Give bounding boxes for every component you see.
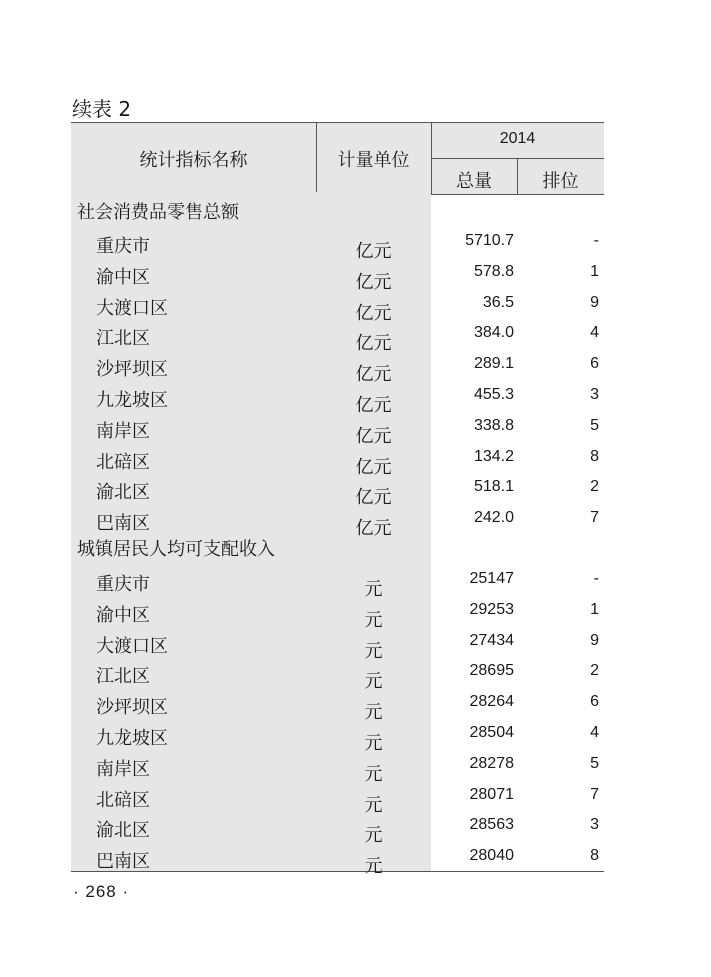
row-rank: -	[593, 570, 599, 587]
row-rank: 5	[590, 416, 599, 434]
row-unit: 亿元	[355, 364, 392, 386]
row-unit: 元	[364, 825, 383, 847]
row-name: 大渡口区	[96, 635, 168, 657]
row-name: 沙坪坝区	[96, 359, 168, 381]
row-rank: 9	[590, 631, 599, 649]
row-unit: 元	[364, 733, 383, 754]
row-rank: 2	[590, 478, 599, 496]
row-name: 渝中区	[96, 604, 150, 626]
row-name: 重庆市	[96, 236, 150, 257]
row-unit: 亿元	[355, 425, 392, 447]
row-unit: 亿元	[355, 487, 392, 509]
row-total: 578.8	[473, 262, 514, 280]
row-rank: 3	[590, 386, 599, 403]
row-name: 巴南区	[96, 513, 150, 535]
row-total: 5710.7	[465, 232, 514, 249]
header-indicator-name: 统计指标名称	[139, 150, 248, 171]
page-number: · 268 ·	[73, 882, 130, 901]
row-rank: 8	[590, 447, 599, 465]
row-unit: 元	[364, 609, 383, 631]
row-name: 九龙坡区	[96, 390, 168, 411]
row-unit: 亿元	[355, 241, 392, 262]
row-rank: -	[593, 232, 599, 249]
row-unit: 亿元	[355, 518, 392, 540]
row-total: 28563	[469, 816, 514, 834]
row-unit: 亿元	[355, 456, 392, 478]
row-rank: 7	[590, 509, 599, 527]
row-name: 巴南区	[96, 851, 150, 873]
row-name: 沙坪坝区	[96, 697, 168, 719]
row-name: 南岸区	[96, 420, 150, 442]
row-rank: 6	[590, 693, 599, 711]
row-rank: 2	[590, 662, 599, 680]
page-title: 续表 2	[72, 97, 132, 121]
row-total: 27434	[469, 631, 514, 649]
header-total: 总量	[456, 171, 492, 192]
row-total: 242.0	[473, 509, 514, 527]
row-total: 28040	[469, 847, 514, 865]
row-total: 29253	[469, 600, 514, 618]
row-unit: 元	[364, 763, 383, 785]
row-name: 江北区	[96, 666, 150, 688]
row-total: 455.3	[473, 386, 514, 403]
row-rank: 4	[590, 324, 599, 342]
row-unit: 元	[364, 794, 383, 816]
row-total: 25147	[469, 570, 514, 587]
row-rank: 6	[590, 355, 599, 373]
row-rank: 4	[590, 724, 599, 741]
row-name: 重庆市	[96, 574, 150, 595]
row-name: 九龙坡区	[96, 728, 168, 749]
row-name: 大渡口区	[96, 297, 168, 319]
header-year: 2014	[499, 130, 536, 147]
row-total: 28264	[469, 693, 514, 711]
row-name: 江北区	[96, 328, 150, 350]
row-total: 28504	[469, 724, 514, 741]
row-name: 渝北区	[96, 820, 150, 842]
row-total: 134.2	[473, 447, 514, 465]
row-name: 渝中区	[96, 266, 150, 288]
row-unit: 亿元	[355, 302, 392, 324]
row-unit: 元	[364, 702, 383, 724]
row-total: 338.8	[473, 416, 514, 434]
section-title: 社会消费品零售总额	[77, 202, 239, 223]
row-unit: 元	[364, 640, 383, 662]
bottom-rule	[71, 871, 604, 872]
row-rank: 1	[590, 262, 599, 280]
row-total: 36.5	[482, 293, 514, 311]
header-bottom-rule	[431, 194, 604, 195]
row-unit: 亿元	[355, 333, 392, 355]
year-rule	[431, 158, 604, 159]
header-rank: 排位	[542, 171, 579, 192]
row-rank: 1	[590, 600, 599, 618]
header-unit: 计量单位	[337, 150, 410, 171]
row-rank: 5	[590, 754, 599, 772]
row-unit: 元	[364, 671, 383, 693]
row-total: 28278	[469, 754, 514, 772]
row-total: 28071	[469, 785, 514, 803]
row-unit: 亿元	[355, 395, 392, 416]
row-total: 384.0	[473, 324, 514, 342]
row-name: 北碚区	[96, 789, 150, 811]
top-rule	[71, 122, 604, 123]
row-total: 518.1	[473, 478, 514, 496]
row-rank: 3	[590, 816, 599, 834]
row-unit: 元	[364, 856, 383, 878]
row-name: 南岸区	[96, 758, 150, 780]
row-unit: 元	[364, 579, 383, 600]
data-table	[71, 122, 604, 878]
section-title: 城镇居民人均可支配收入	[77, 539, 275, 560]
row-total: 289.1	[473, 355, 514, 373]
row-rank: 7	[590, 785, 599, 803]
row-unit: 亿元	[355, 271, 392, 293]
row-total: 28695	[469, 662, 514, 680]
row-rank: 9	[590, 293, 599, 311]
row-name: 渝北区	[96, 482, 150, 504]
row-name: 北碚区	[96, 451, 150, 473]
row-rank: 8	[590, 847, 599, 865]
